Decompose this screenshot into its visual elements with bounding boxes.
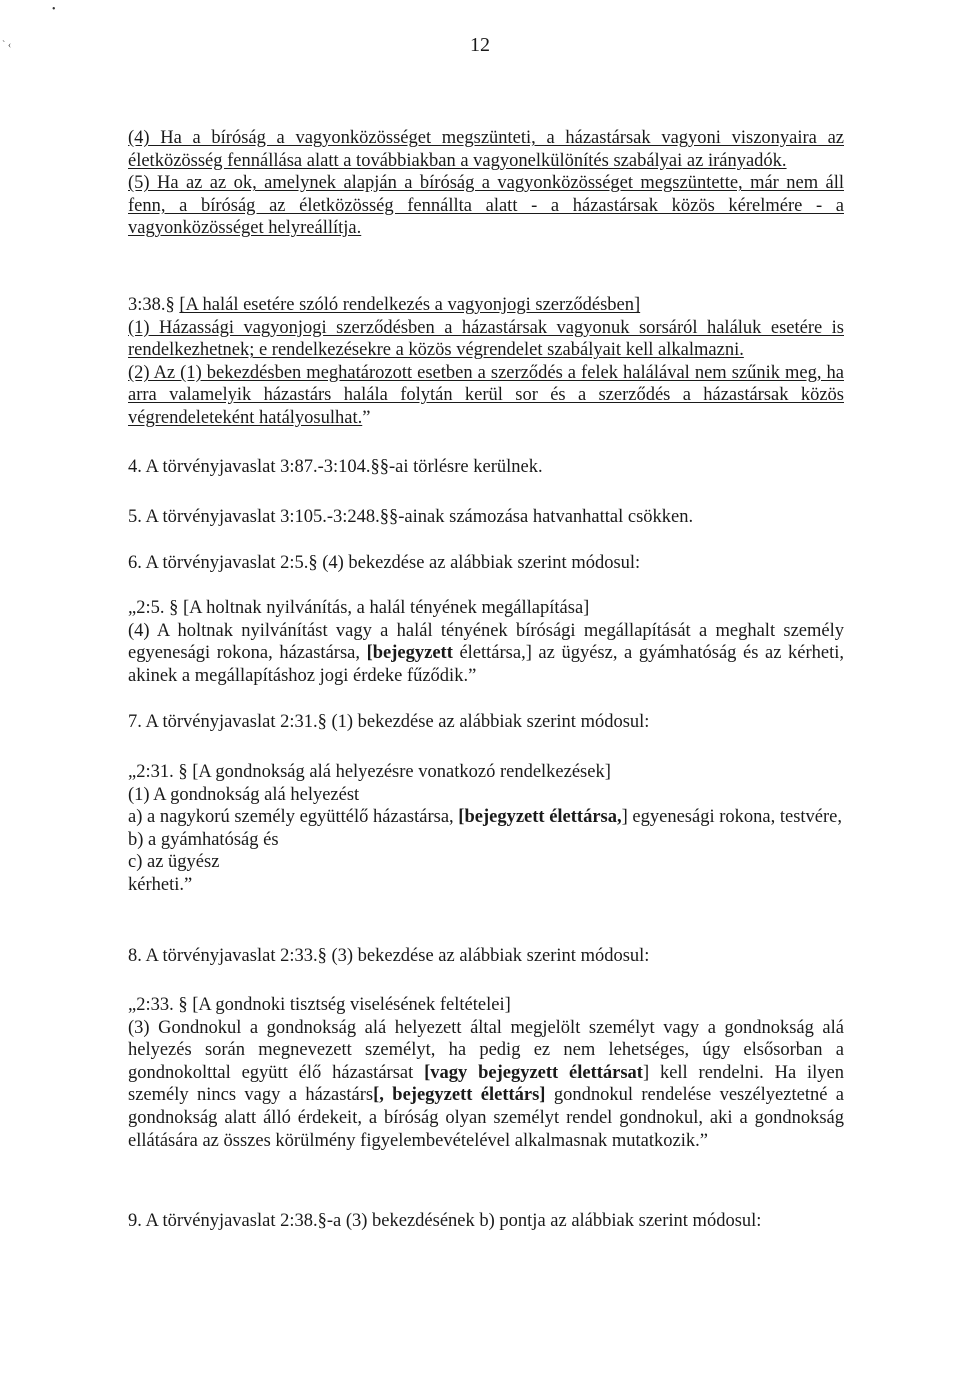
section-2-33-paragraph-3	[128, 1017, 844, 1153]
scan-speck: •	[52, 4, 56, 15]
section-2-31-heading: „2:31. § [A gondnokság alá helyezésre vonatkozó rendelkezések]	[128, 762, 611, 782]
page-number: 12	[470, 34, 490, 56]
section-2-5-text-b: élettársa,] az ügyész, a gyámhatóság és az kérheti, akinek a megállapításhoz jogi érdeke fűződik.”	[128, 643, 845, 686]
paragraph-4: (4) Ha a bíróság a vagyonközösséget megszünteti, a házastársak vagyoni viszonyaira az életközösség fennállása alatt a továbbiakban a vagyonelkülönítés szabályai az irányadók.	[128, 128, 844, 171]
amendment-block-3-37	[128, 127, 844, 240]
section-3-38-title: [A halál esetére szóló rendelkezés a vagyonjogi szerződésben]	[179, 295, 641, 315]
section-2-5-heading: „2:5. § [A holtnak nyilvánítás, a halál tényének megállapítása]	[128, 598, 590, 618]
section-3-38-paragraph-1: (1) Házassági vagyonjogi szerződésben a házastársak vagyonuk sorsáról haláluk esetére is rendelkezhetnek; e rendelkezésekre a közös végrendelet szabályait kell alkalmazni.	[128, 317, 844, 361]
paragraph-5: (5) Ha az az ok, amelynek alapján a bíróság a vagyonközösséget megszüntette, már nem áll fenn, a bíróság az életközösség fennállta alatt - a házastársak közös kérelmére - a vagyonközösséget helyreállítja.	[128, 173, 844, 239]
item-5: 5. A törvényjavaslat 3:105.-3:248.§§-ainak számozása hatvanhattal csökken.	[128, 507, 694, 527]
section-2-31-point-c: c) az ügyész	[128, 852, 220, 873]
point-a-bold: [bejegyzett élettársa,	[458, 807, 622, 828]
section-2-5-text-a: (4) A holtnak nyilvánítást vagy a halál tényének bírósági megállapítását a meghalt személy egyenesági rokona, házastársa,	[128, 620, 844, 664]
section-3-38	[128, 294, 844, 430]
item-4: 4. A törvényjavaslat 3:87.-3:104.§§-ai törlésre kerülnek.	[128, 457, 543, 477]
section-3-38-paragraph-2-text: (2) Az (1) bekezdésben meghatározott esetben a szerződés a felek halálával nem szűnik meg, ha arra valamelyik házastárs halála folytán kerül sor és a szerződés a házastársak közös végrendeleteként hatályosulhat.	[128, 362, 844, 428]
item-7: 7. A törvényjavaslat 2:31.§ (1) bekezdése az alábbiak szerint módosul:	[128, 712, 650, 732]
section-2-33-bold-1: [vagy bejegyzett élettársat	[424, 1062, 643, 1083]
point-a-rest: ] egyenesági rokona, testvére,	[621, 807, 842, 828]
item-9: 9. A törvényjavaslat 2:38.§-a (3) bekezdésének b) pontja az alábbiak szerint módosul:	[128, 1211, 762, 1231]
closing-quote: ”	[362, 407, 371, 428]
section-2-33-text-3: gondnokul rendelése veszélyeztetné a gondnokság alatt álló érdekeit, a bíróság olyan személyt rendel gondnokul, aki a gondnokság ellátására az összes körülmény figyelembevételével alkalmasnak mutatkozik.”	[128, 1085, 845, 1151]
item-8: 8. A törvényjavaslat 2:33.§ (3) bekezdése az alábbiak szerint módosul:	[128, 946, 650, 966]
section-2-31-paragraph-1: (1) A gondnokság alá helyezést	[128, 784, 360, 805]
section-2-33	[128, 994, 844, 1152]
section-2-33-text-1: (3) Gondnokul a gondnokság alá helyezett által megjelölt személyt vagy a gondnokság alá helyezés során megnevezett személyt, ha pedig ez nem lehetséges, úgy elsősorban a gondnokolttal együtt élő házastársat	[128, 1017, 844, 1083]
section-2-31-point-b: b) a gyámhatóság és	[128, 829, 279, 850]
section-2-33-text-2: ] kell rendelni. Ha ilyen személy nincs vagy a házastárs	[128, 1062, 844, 1106]
section-2-33-bold-2: [, bejegyzett élettárs]	[373, 1085, 546, 1106]
section-2-5-bold: [bejegyzett	[366, 643, 453, 664]
point-a-text: a) a nagykorú személy együttélő házastársa,	[128, 807, 459, 828]
section-3-38-paragraph-2	[128, 362, 844, 430]
section-2-5	[128, 597, 844, 687]
section-2-31-point-a	[128, 806, 844, 829]
section-3-38-number: 3:38.§	[128, 295, 180, 315]
scan-corner-marks: ` ‹	[2, 40, 12, 51]
section-2-31-closing: kérheti.”	[128, 874, 193, 895]
section-2-33-heading: „2:33. § [A gondnoki tisztség viselésének feltételei]	[128, 995, 511, 1015]
section-2-31	[128, 761, 844, 897]
item-6: 6. A törvényjavaslat 2:5.§ (4) bekezdése az alábbiak szerint módosul:	[128, 553, 641, 573]
section-2-5-paragraph-4	[128, 620, 844, 688]
section-3-38-heading	[128, 294, 844, 317]
